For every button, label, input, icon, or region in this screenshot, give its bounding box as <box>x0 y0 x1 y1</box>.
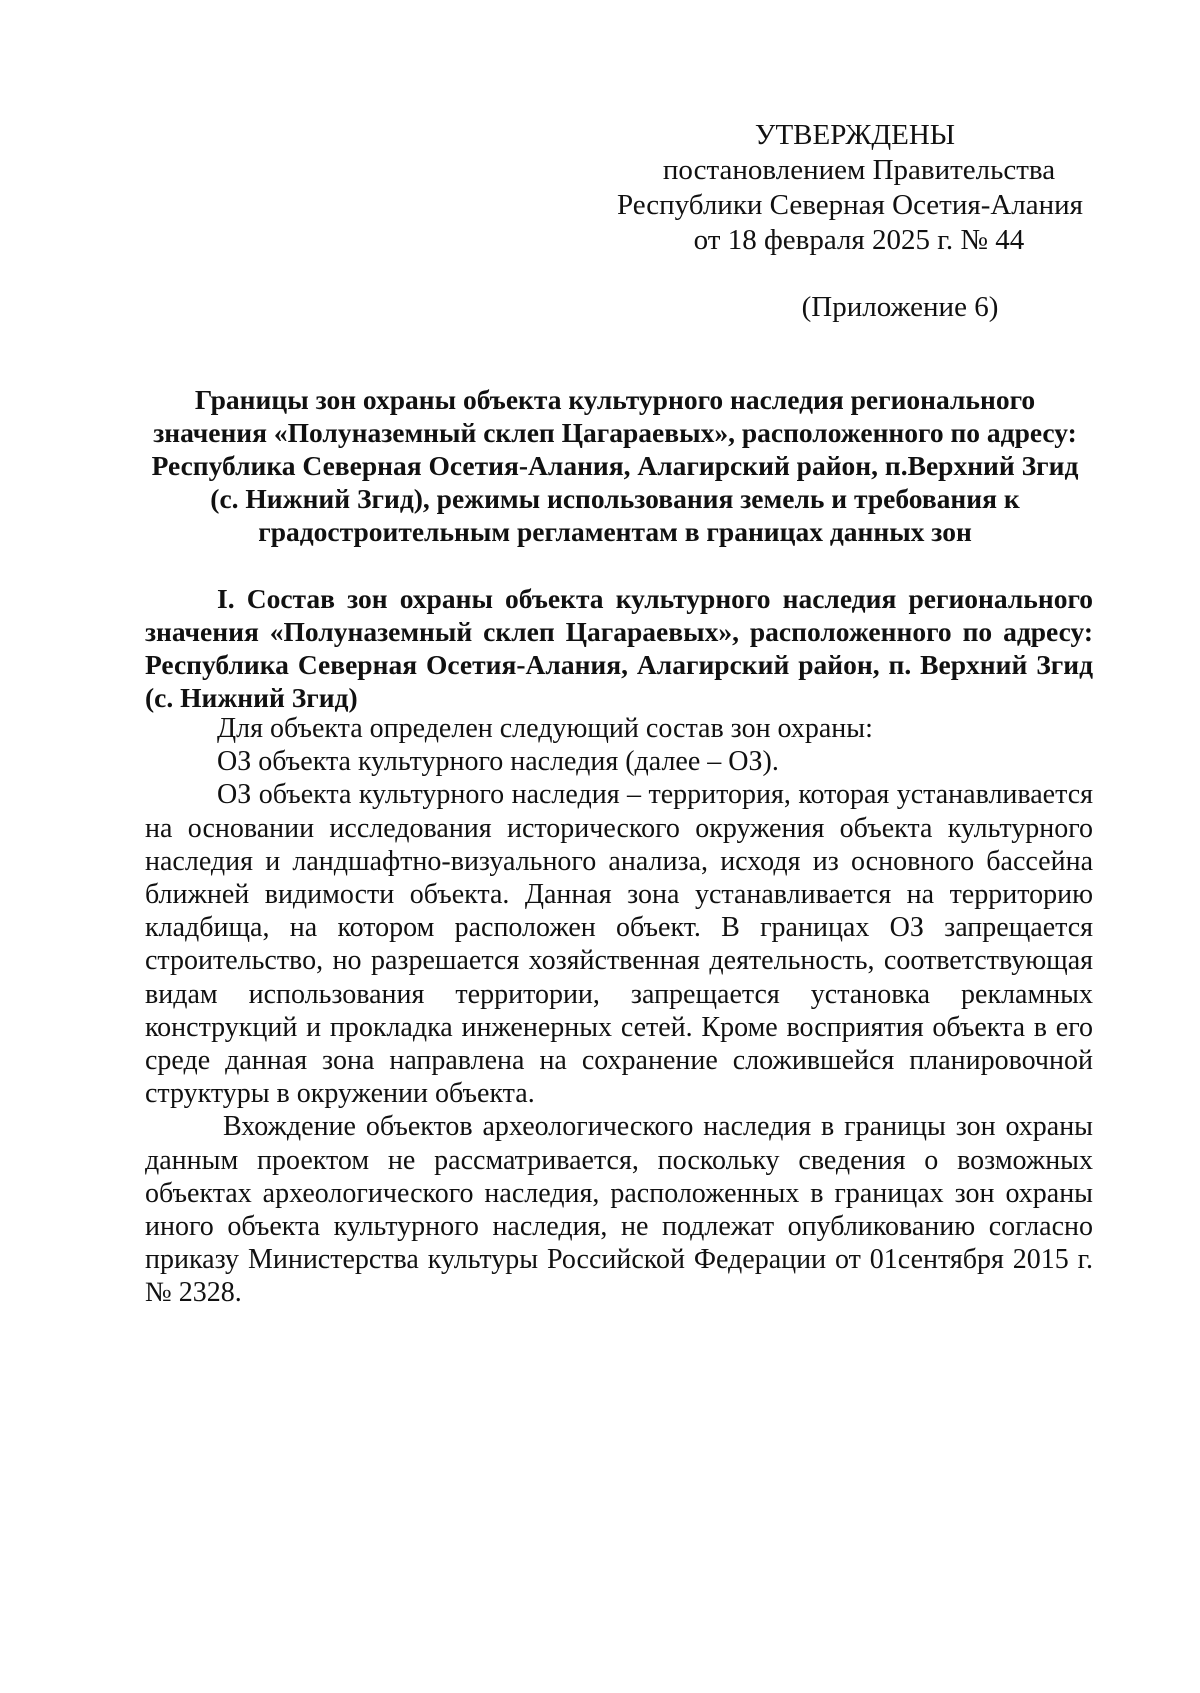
paragraph-archaeological-heritage: Вхождение объектов археологического наследия в границы зон охраны данным проектом не рассматривается, поскольку сведения о возможных объектах археологического наследия, расположенных в границах зон охраны иного объекта культурного наследия, не подлежат опубликованию согласно приказу Министерства культуры Российской Федерации от 01сентября 2015 г. № 2328. <box>145 1111 1093 1309</box>
approval-stamp-block <box>600 118 1100 258</box>
approval-decree-line: постановлением Правительства <box>662 154 1056 186</box>
section-heading: I. Состав зон охраны объекта культурного наследия регионального значения «Полуназемный склеп Цагараевых», расположенного по адресу: Республика Северная Осетия-Алания, Алагирский район, п. Верхний Згид (с. Нижний Згид) <box>145 583 1093 713</box>
approval-date-number-line: от 18 февраля 2025 г. № 44 <box>693 224 1025 256</box>
paragraph-zone-definition-short: ОЗ объекта культурного наследия (далее – ОЗ). <box>217 746 779 778</box>
appendix-label: (Приложение 6) <box>801 291 999 323</box>
document-body <box>145 712 1093 1310</box>
paragraph-composition-intro: Для объекта определен следующий состав зон охраны: <box>217 713 873 744</box>
approval-title: УТВЕРЖДЕНЫ <box>754 119 956 151</box>
approval-government-line: Республики Северная Осетия-Алания <box>616 189 1084 221</box>
paragraph-zone-description: ОЗ объекта культурного наследия – территория, которая устанавливается на основании исследования исторического окружения объекта культурного наследия и ландшафтно-визуального анализа, исходя из основного бассейна ближней видимости объекта. Данная зона устанавливается на территорию кладбища, на котором расположен объект. В границах ОЗ запрещается строительство, но разрешается хозяйственная деятельность, соответствующая видам использования территории, запрещается установка рекламных конструкций и прокладка инженерных сетей. Кроме восприятия объекта в его среде данная зона направлена на сохранение сложившейся планировочной структуры в окружении объекта. <box>145 779 1093 1110</box>
document-title: Границы зон охраны объекта культурного наследия регионального значения «Полуназемный склеп Цагараевых», расположенного по адресу: Республика Северная Осетия-Алания, Алагирский район, п.Верхний Згид (с. Нижний Згид), режимы использования земель и требования к градостроительным регламентам в границах данных зон <box>151 384 1079 547</box>
